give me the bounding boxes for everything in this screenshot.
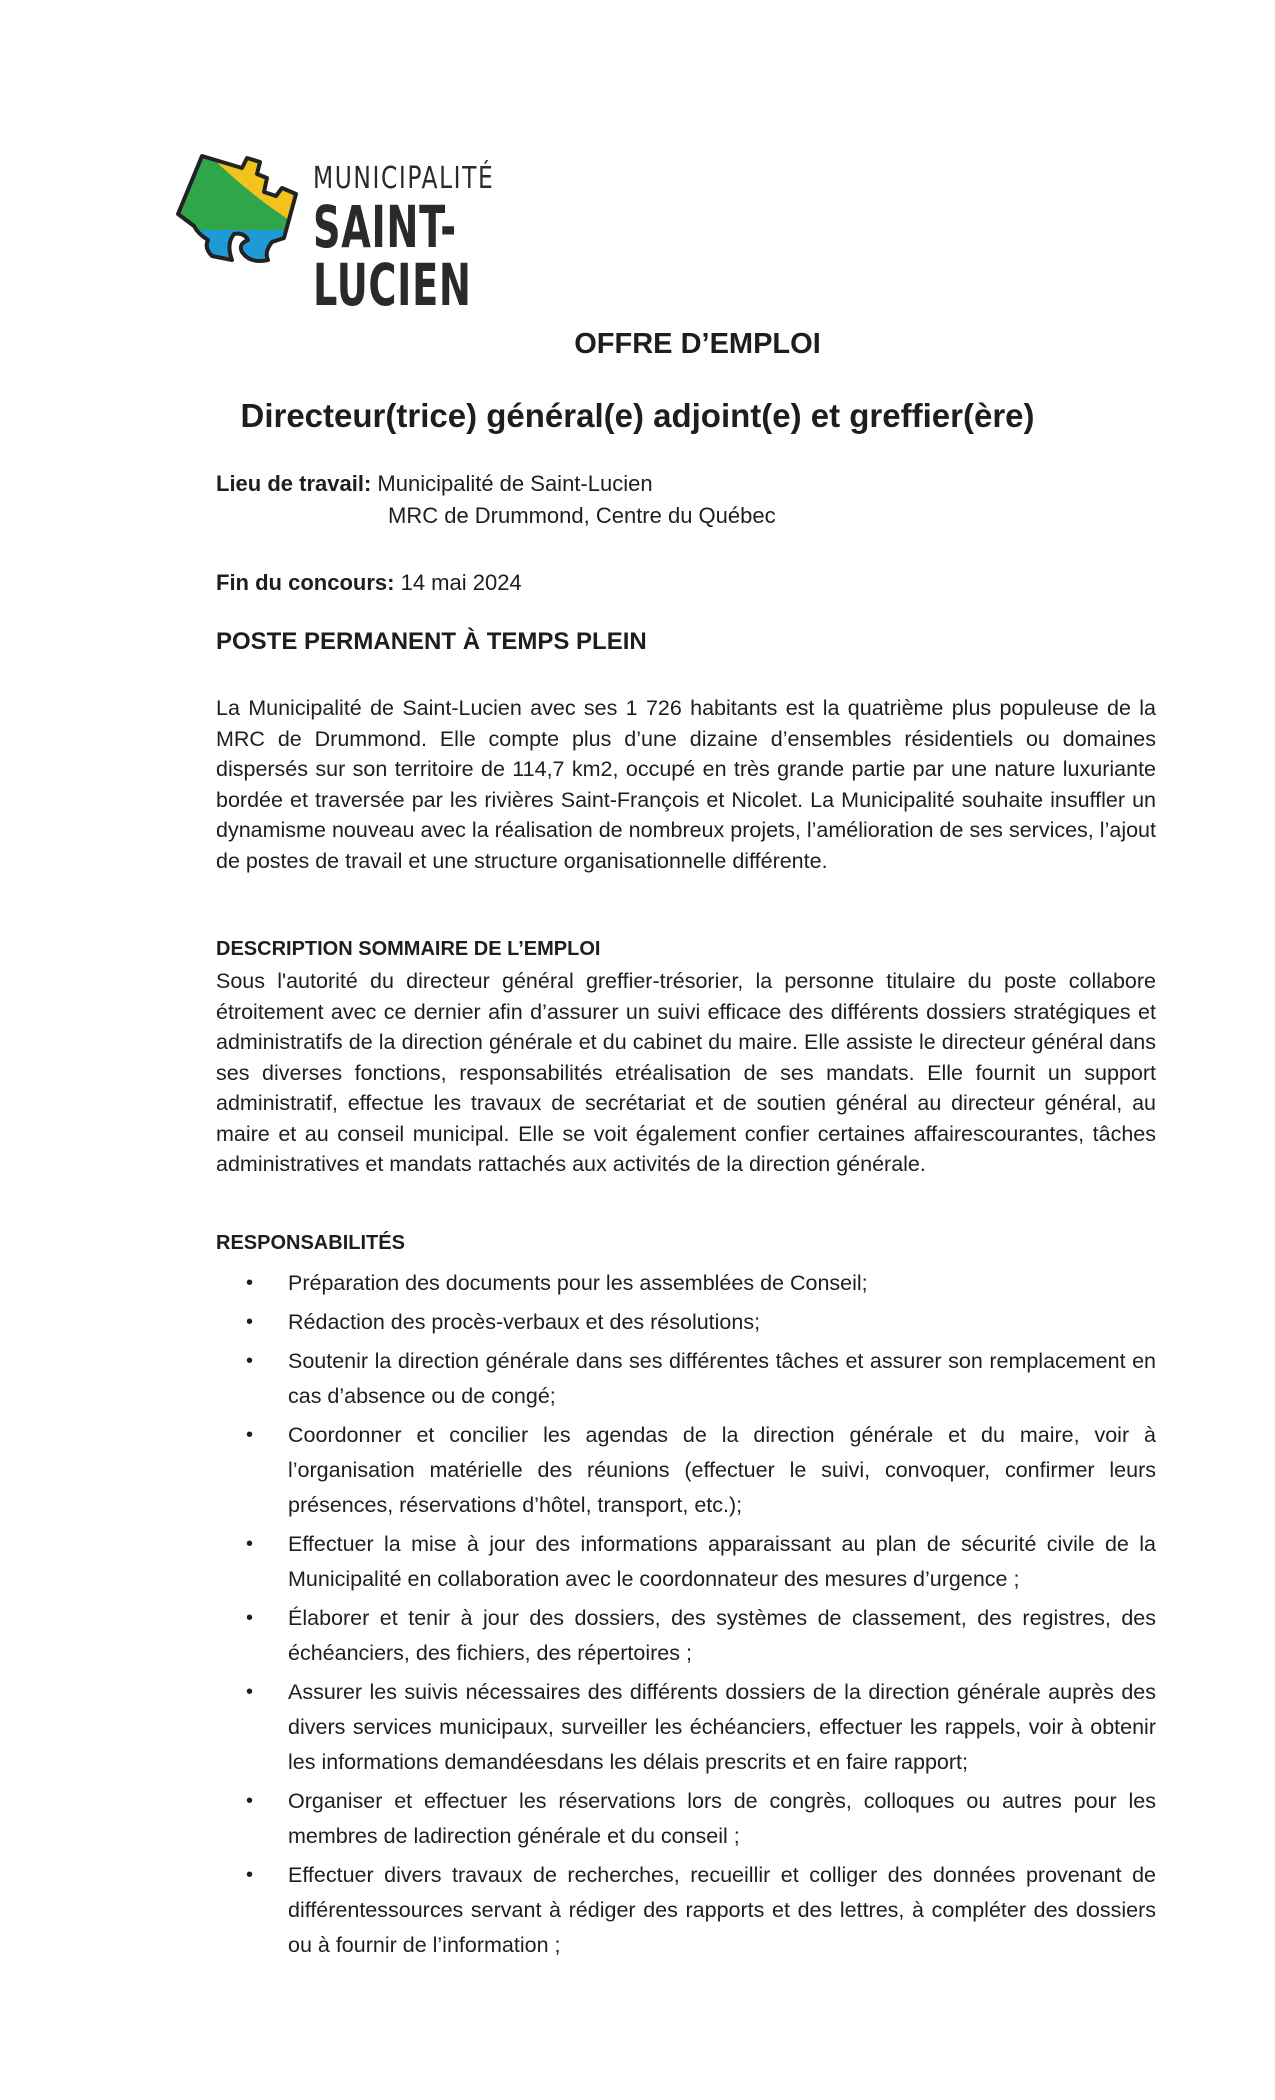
bullet-icon: • <box>246 1607 254 1629</box>
responsibilities-heading: RESPONSABILITÉS <box>216 1232 405 1254</box>
deadline-label: Fin du concours: <box>216 570 395 595</box>
bullet-icon: • <box>246 1681 254 1703</box>
list-item: • Effectuer divers travaux de recherches, recueillir et colliger des données provenant de différentessources servant à rédiger des rapports et des lettres, à compléter des dossiers ou à fournir de l’information ; <box>216 1858 1156 1963</box>
bullet-icon: • <box>246 1864 254 1886</box>
responsibilities-list <box>216 1266 1156 1963</box>
bullet-icon: • <box>246 1790 254 1812</box>
logo-text-saint-lucien: SAINT-LUCIEN <box>313 193 472 319</box>
location-label: Lieu de travail: <box>216 471 372 496</box>
intro-paragraph: La Municipalité de Saint-Lucien avec ses 1 726 habitants est la quatrième plus populeuse de la MRC de Drummond. Elle compte plus d’une dizaine d’ensembles résidentiels ou domaines dispersés sur son territoire de 114,7 km2, occupé en très grande partie par une nature luxuriante bordée et traversée par les rivières Saint-François et Nicolet. La Municipalité souhaite insuffler un dynamisme nouveau avec la réalisation de nombreux projets, l’amélioration de ses services, l’ajout de postes de travail et une structure organisationnelle différente. <box>216 696 1156 873</box>
description-paragraph: Sous l'autorité du directeur général greffier-trésorier, la personne titulaire du poste collabore étroitement avec ce dernier afin d’assurer un suivi efficace des différents dossiers stratégiques et administratifs de la direction générale et du cabinet du maire. Elle assiste le directeur général dans ses diverses fonctions, responsabilités etréalisation de ses mandats. Elle fournit un support administratif, effectue les travaux de secrétariat et de soutien général au directeur général, au maire et au conseil municipal. Elle se voit également confier certaines affairescourantes, tâches administratives et mandats rattachés aux activités de la direction générale. <box>216 969 1156 1176</box>
bullet-icon: • <box>246 1350 254 1372</box>
puzzle-piece-logo-icon <box>172 148 302 268</box>
list-item: • Préparation des documents pour les assemblées de Conseil; <box>216 1266 1156 1301</box>
list-item: • Soutenir la direction générale dans ses différentes tâches et assurer son remplacement en cas d’absence ou de congé; <box>216 1344 1156 1414</box>
deadline-value: 14 mai 2024 <box>400 570 522 595</box>
position-title: Directeur(trice) général(e) adjoint(e) et greffier(ère) <box>240 397 1035 434</box>
list-item: • Rédaction des procès-verbaux et des résolutions; <box>216 1305 1156 1340</box>
description-heading: DESCRIPTION SOMMAIRE DE L’EMPLOI <box>216 938 601 960</box>
list-item: • Organiser et effectuer les réservations lors de congrès, colloques ou autres pour les membres de ladirection générale et du conseil ; <box>216 1784 1156 1854</box>
location-field <box>216 468 1156 532</box>
page-title: OFFRE D’EMPLOI <box>574 328 821 360</box>
responsibilities-list-container <box>216 1266 1156 1967</box>
list-item: • Effectuer la mise à jour des informations apparaissant au plan de sécurité civile de la Municipalité en collaboration avec le coordonnateur des mesures d’urgence ; <box>216 1527 1156 1597</box>
location-line-2: MRC de Drummond, Centre du Québec <box>388 503 776 528</box>
list-item: • Élaborer et tenir à jour des dossiers, des systèmes de classement, des registres, des échéanciers, des fichiers, des répertoires ; <box>216 1601 1156 1671</box>
bullet-icon: • <box>246 1424 254 1446</box>
employment-status-heading: POSTE PERMANENT À TEMPS PLEIN <box>216 628 647 655</box>
bullet-icon: • <box>246 1272 254 1294</box>
bullet-icon: • <box>246 1311 254 1333</box>
location-line-1: Municipalité de Saint-Lucien <box>377 471 653 496</box>
bullet-icon: • <box>246 1533 254 1555</box>
list-item: • Assurer les suivis nécessaires des différents dossiers de la direction générale auprès des divers services municipaux, surveiller les échéanciers, effectuer les rappels, voir à obtenir les informations demandéesdans les délais prescrits et en faire rapport; <box>216 1675 1156 1780</box>
logo-text-municipalite: MUNICIPALITÉ <box>313 161 495 196</box>
municipality-logo <box>172 148 632 319</box>
deadline-field <box>216 567 1156 599</box>
list-item: • Coordonner et concilier les agendas de la direction générale et du maire, voir à l’organisation matérielle des réunions (effectuer le suivi, convoquer, confirmer leurs présences, réservations d’hôtel, transport, etc.); <box>216 1418 1156 1523</box>
